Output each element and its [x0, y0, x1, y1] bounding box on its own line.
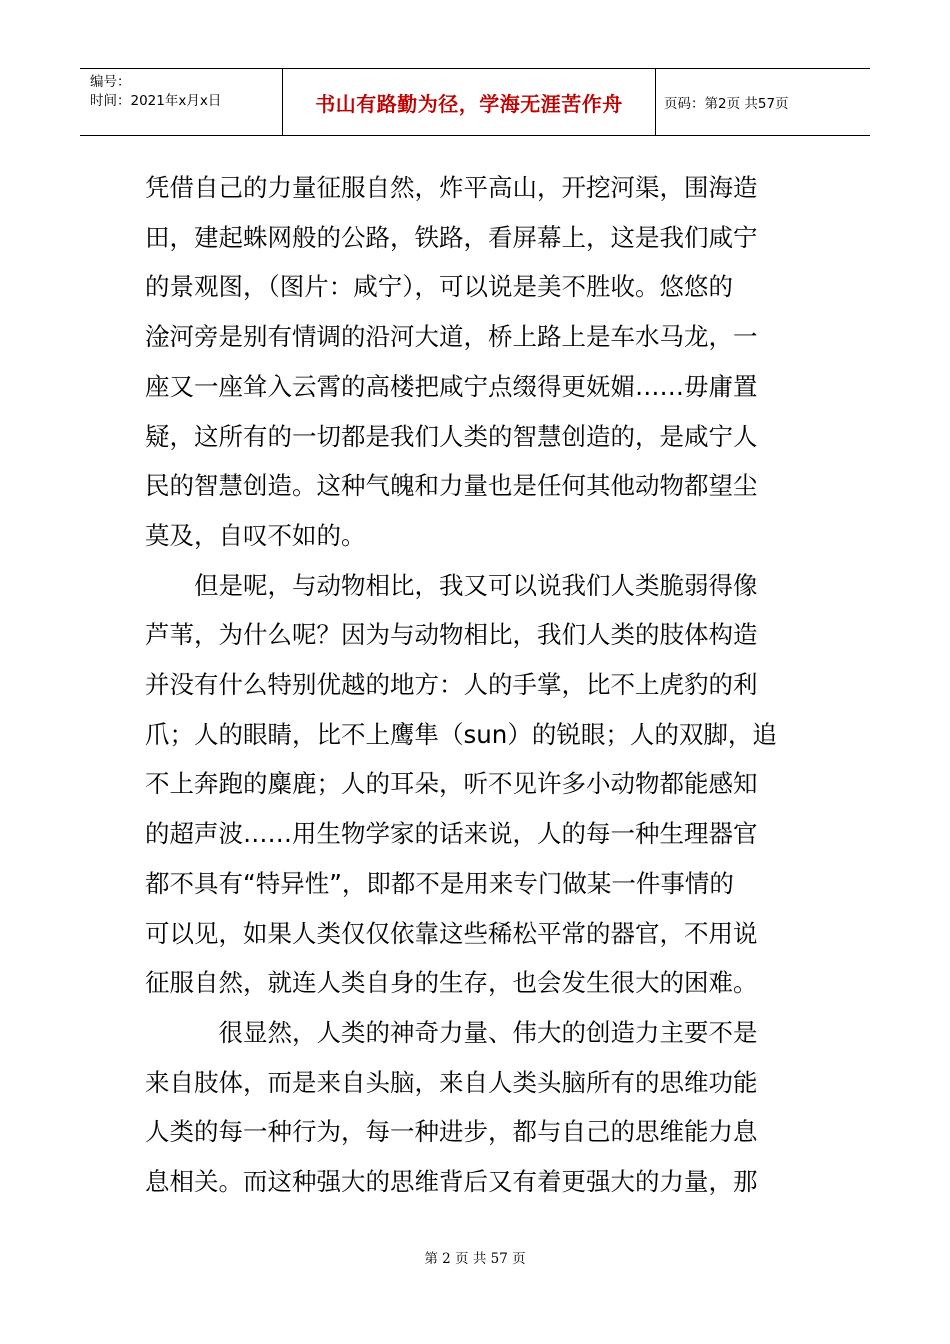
text-line: 并没有什么特别优越的地方：人的手掌，比不上虎豹的利	[145, 670, 758, 700]
text-line: 来自肢体，而是来自头脑，来自人类头脑所有的思维功能	[145, 1067, 758, 1097]
text-line: 疑，这所有的一切都是我们人类的智慧创造的，是咸宁人	[145, 421, 758, 451]
text-line: 但是呢，与动物相比，我又可以说我们人类脆弱得像	[145, 570, 758, 600]
header-page-info-cell	[656, 69, 870, 135]
page-footer	[0, 1247, 950, 1267]
footer-page-number: 第 2 页 共 57 页	[424, 1251, 526, 1267]
text-line: 都不具有“特异性”，即都不是用来专门做某一件事情的	[145, 868, 734, 898]
text-line: 凭借自己的力量征服自然，炸平高山，开挖河渠，围海造	[145, 173, 758, 202]
header-motto-cell	[283, 69, 656, 135]
text-line: 芦苇，为什么呢？因为与动物相比，我们人类的肢体构造	[145, 620, 758, 650]
header-page-info: 页码：第2页 共57页	[664, 96, 789, 112]
text-line: 的景观图，（图片：咸宁），可以说是美不胜收。悠悠的	[145, 272, 733, 302]
text-line: 的超声波……用生物学家的话来说，人的每一种生理器官	[145, 819, 758, 849]
text-line: 座又一座耸入云霄的高楼把咸宁点缀得更妩媚……毋庸置	[145, 371, 758, 401]
text-line: 征服自然，就连人类自身的生存，也会发生很大的困难。	[145, 968, 758, 998]
document-number-label: 编号：	[90, 74, 131, 90]
text-line: 田，建起蛛网般的公路，铁路，看屏幕上，这是我们咸宁	[145, 222, 758, 252]
text-line: 可以见，如果人类仅仅依靠这些稀松平常的器官，不用说	[145, 918, 758, 948]
text-line: 淦河旁是别有情调的沿河大道，桥上路上是车水马龙，一	[145, 322, 758, 352]
text-line: 莫及，自叹不如的。	[145, 520, 366, 550]
document-date: 时间：2021年x月x日	[90, 93, 222, 109]
text-line: 民的智慧创造。这种气魄和力量也是任何其他动物都望尘	[145, 471, 758, 501]
text-line: 很显然，人类的神奇力量、伟大的创造力主要不是	[145, 1017, 758, 1047]
text-line: 人类的每一种行为，每一种进步，都与自己的思维能力息	[145, 1117, 758, 1147]
header-motto: 书山有路勤为径，学海无涯苦作舟	[315, 91, 623, 116]
page-header	[80, 68, 870, 136]
body-text	[145, 163, 807, 1207]
text-line: 不上奔跑的麋鹿；人的耳朵，听不见许多小动物都能感知	[145, 769, 758, 799]
header-meta	[80, 69, 283, 135]
text-line: 爪；人的眼睛，比不上鹰隼（sun）的锐眼；人的双脚，追	[145, 719, 777, 749]
text-line: 息相关。而这种强大的思维背后又有着更强大的力量，那	[145, 1167, 758, 1197]
